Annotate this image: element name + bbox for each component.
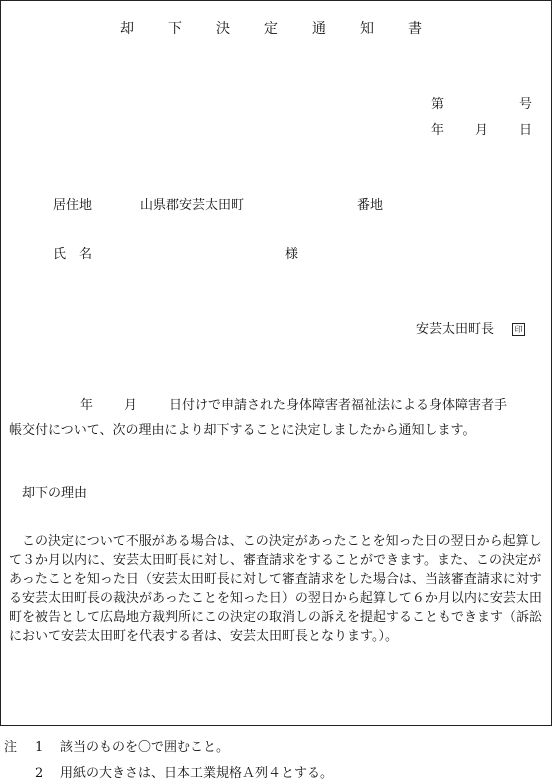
address-banchi: 番地 [357, 198, 384, 213]
number-go: 号 [519, 97, 533, 112]
document-title: 却 下 決 定 通 知 書 [120, 21, 432, 37]
address-town: 山県郡安芸太田町 [140, 198, 245, 213]
seal-mark: 印 [512, 323, 525, 336]
notes-label: 注 [4, 740, 18, 755]
date-year: 年 [431, 123, 445, 138]
date-day: 日 [519, 123, 533, 138]
note-2-text: 用紙の大きさは、日本工業規格Ａ列４とする。 [60, 766, 334, 781]
note-2-number: 2 [35, 766, 44, 781]
name-honorific: 様 [285, 247, 299, 262]
reason-heading: 却下の理由 [22, 486, 88, 501]
appeal-paragraph: この決定について不服がある場合は、この決定があったことを知った日の翌日から起算して３か月以内に、安芸太田町長に対し、審査請求をすることができます。また、この決定があったことを知った日（安芸太田町長に対して審査請求をした場合は、当該審査請求に対する安芸太田町長の裁決があったことを知った日）の翌日から起算して６か月以内に安芸太田町を被告として広島地方裁判所にこの決定の取消しの訴えを提起することもできます（訴訟において安芸太田町を代表する者は、安芸太田町長となります。）。 [9, 534, 543, 644]
intro-month: 月 [124, 398, 138, 413]
address-label: 居住地 [53, 198, 93, 213]
note-1-number: 1 [35, 740, 44, 755]
intro-line1: 日付けで申請された身体障害者福祉法による身体障害者手 [169, 398, 508, 413]
issuer [416, 323, 525, 336]
issuer-title: 安芸太田町長 [416, 322, 495, 337]
number-dai: 第 [431, 97, 445, 112]
intro-line2: 帳交付について、次の理由により却下することに決定しましたから通知します。 [9, 423, 476, 438]
note-1-text: 該当のものを〇で囲むこと。 [60, 740, 230, 755]
name-label: 氏 名 [53, 247, 93, 262]
date-month: 月 [475, 123, 489, 138]
intro-year: 年 [80, 398, 94, 413]
